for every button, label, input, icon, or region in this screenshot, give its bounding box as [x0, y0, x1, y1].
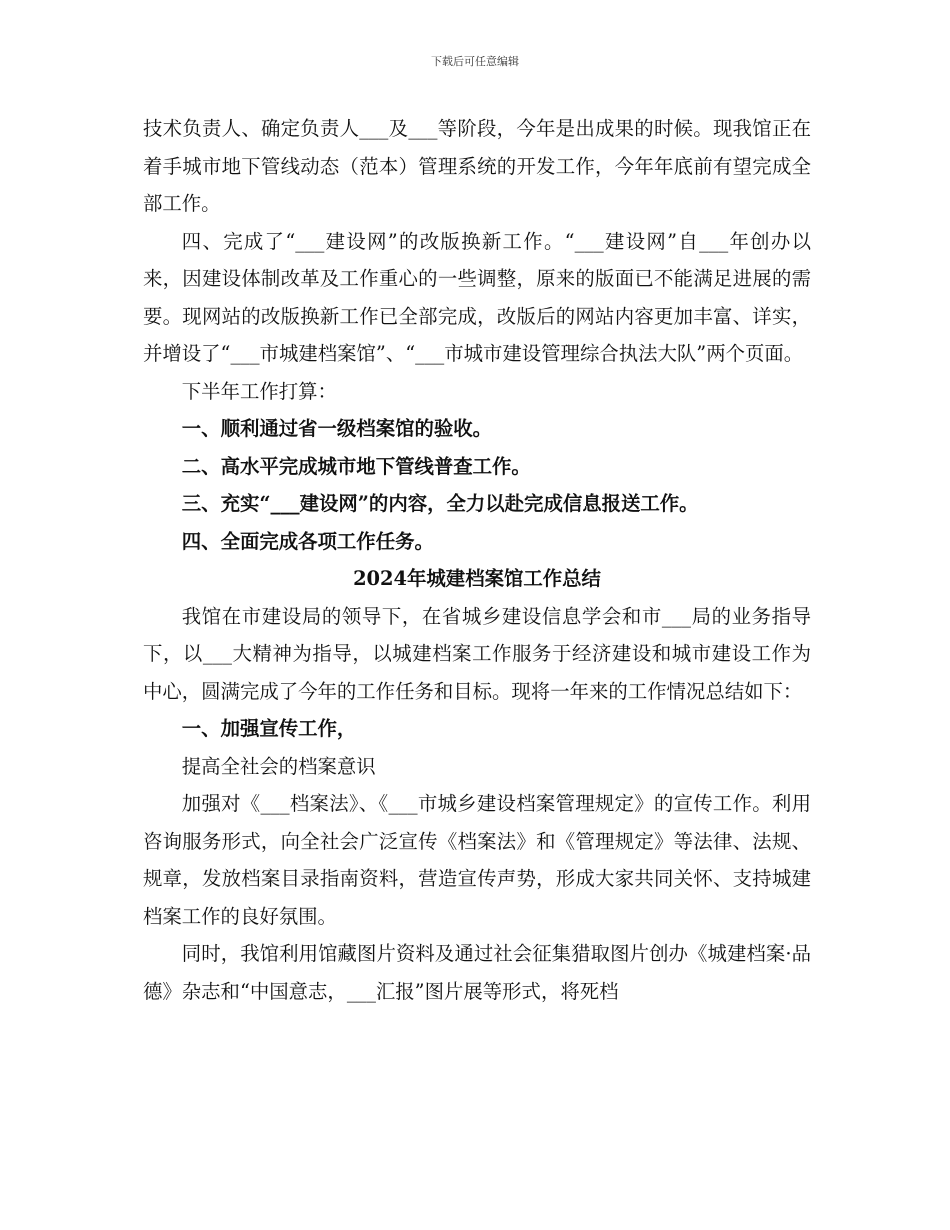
- section-subheading-1: 提高全社会的档案意识: [181, 754, 376, 778]
- paragraph-publicity: 加强对《___档案法》、《___市城乡建设档案管理规定》的宣传工作。利用咨询服务形式，向全社会广泛宣传《档案法》和《管理规定》等法律、法规、规章，发放档案目录指南资料，营造宣传声势，形成大家共同关怀、支持城建档案工作的良好氛围。: [143, 792, 811, 928]
- paragraph-intro: 我馆在市建设局的领导下，在省城乡建设信息学会和市___局的业务指导下，以___大精神为指导，以城建档案工作服务于经济建设和城市建设工作为中心，圆满完成了今年的工作任务和目标。现将一年来的工作情况总结如下：: [143, 604, 811, 703]
- document-body: [143, 110, 811, 1010]
- section-heading-1: 一、加强宣传工作，: [181, 717, 357, 740]
- page-header: 下载后可任意编辑: [431, 55, 519, 68]
- paragraph-exhibition: 同时，我馆利用馆藏图片资料及通过社会征集猎取图片创办《城建档案·品德》杂志和“中国意志，___汇报”图片展等形式，将死档: [143, 942, 811, 1003]
- plan-item-1: 一、顺利通过省一级档案馆的验收。: [181, 417, 493, 440]
- plan-item-4: 四、全面完成各项工作任务。: [181, 529, 434, 553]
- paragraph-continued: 技术负责人、确定负责人___及___等阶段，今年是出成果的时候。现我馆正在着手城市地下管线动态（范本）管理系统的开发工作，今年年底前有望完成全部工作。: [143, 117, 811, 215]
- plan-item-3: 三、充实“___建设网”的内容，全力以赴完成信息报送工作。: [181, 492, 699, 515]
- plan-heading: 下半年工作打算：: [181, 379, 337, 403]
- document-title: 2024年城建档案馆工作总结: [353, 567, 601, 590]
- plan-item-2: 二、高水平完成城市地下管线普查工作。: [181, 454, 531, 478]
- paragraph-website-revamp: 四、完成了“___建设网”的改版换新工作。“___建设网”自___年创办以来，因建设体制改革及工作重心的一些调整，原来的版面已不能满足进展的需要。现网站的改版换新工作已全部完成，改版后的网站内容更加丰富、详实，并增设了“___市城建档案馆”、“___市城市建设管理综合执法大队”两个页面。: [143, 229, 811, 365]
